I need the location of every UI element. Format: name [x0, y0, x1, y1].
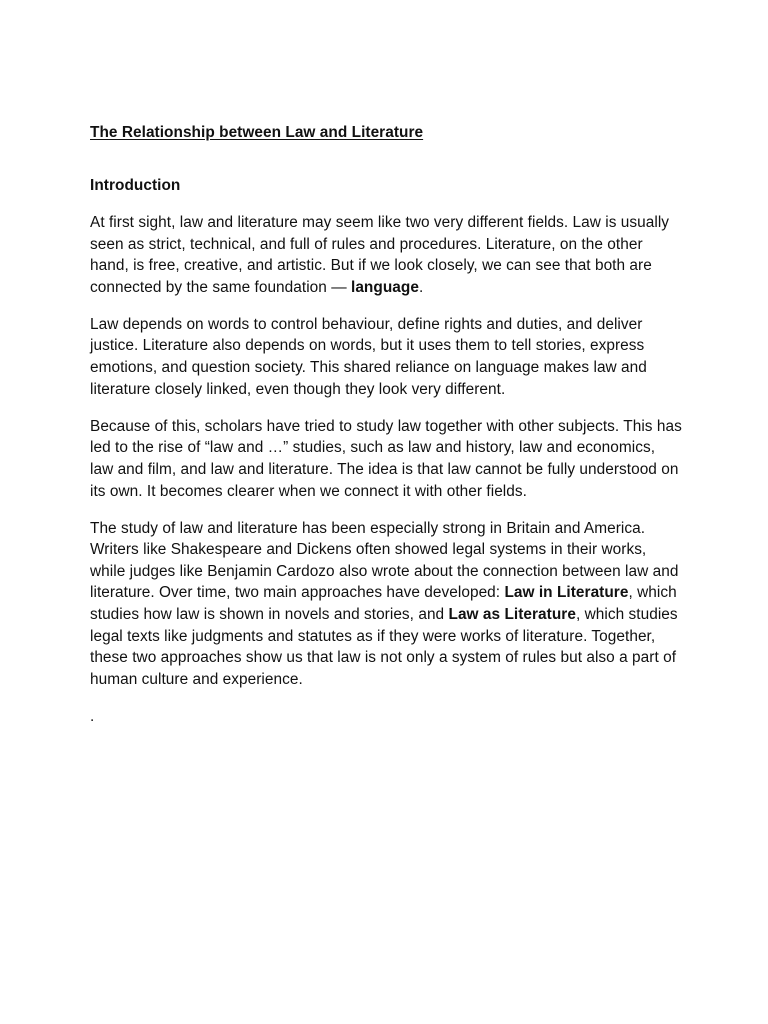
paragraph-4-text-2: , which studies how law is shown in novels and stories, and: [90, 584, 677, 623]
section-heading-introduction: Introduction: [90, 177, 181, 194]
paragraph-4: [90, 518, 682, 691]
document-title: The Relationship between Law and Literature: [90, 124, 424, 141]
paragraph-2: Law depends on words to control behaviour, define rights and duties, and deliver justice. Literature also depends on words, but it uses them to tell stories, express emotions, and question society. This shared reliance on language makes law and literature closely linked, even though they look very different.: [90, 315, 647, 398]
trailing-mark: .: [90, 708, 95, 726]
document-body: [90, 122, 682, 728]
paragraph-1: [90, 212, 682, 298]
paragraph-1-end: .: [418, 278, 424, 296]
keyword-law-as-literature: Law as Literature: [448, 606, 576, 623]
keyword-law-in-literature: Law in Literature: [504, 584, 629, 602]
paragraph-4-text-1: The study of law and literature has been especially strong in Britain and America. Writers like Shakespeare and Dickens often showed legal systems in their works, while judges like Benjamin Cardozo also wrote about the connection between law and literature. Over time, two main approaches have developed:: [90, 519, 679, 602]
paragraph-4-text-3: , which studies legal texts like judgments and statutes as if they were works of literature. Together, these two approaches show us that law is not only a system of rules but also a part of human culture and experience.: [90, 606, 678, 688]
keyword-language: language: [351, 278, 419, 296]
paragraph-1-text: At first sight, law and literature may seem like two very different fields. Law is usually seen as strict, technical, and full of rules and procedures. Literature, on the other hand, is free, creative, and artistic. But if we look closely, we can see that both are connected by the same foundation —: [90, 214, 670, 296]
paragraph-3: Because of this, scholars have tried to study law together with other subjects. This has led to the rise of “law and …” studies, such as law and history, law and economics, law and film, and law and literature. The idea is that law cannot be fully understood on its own. It becomes clearer when we connect it with other fields.: [90, 417, 682, 500]
